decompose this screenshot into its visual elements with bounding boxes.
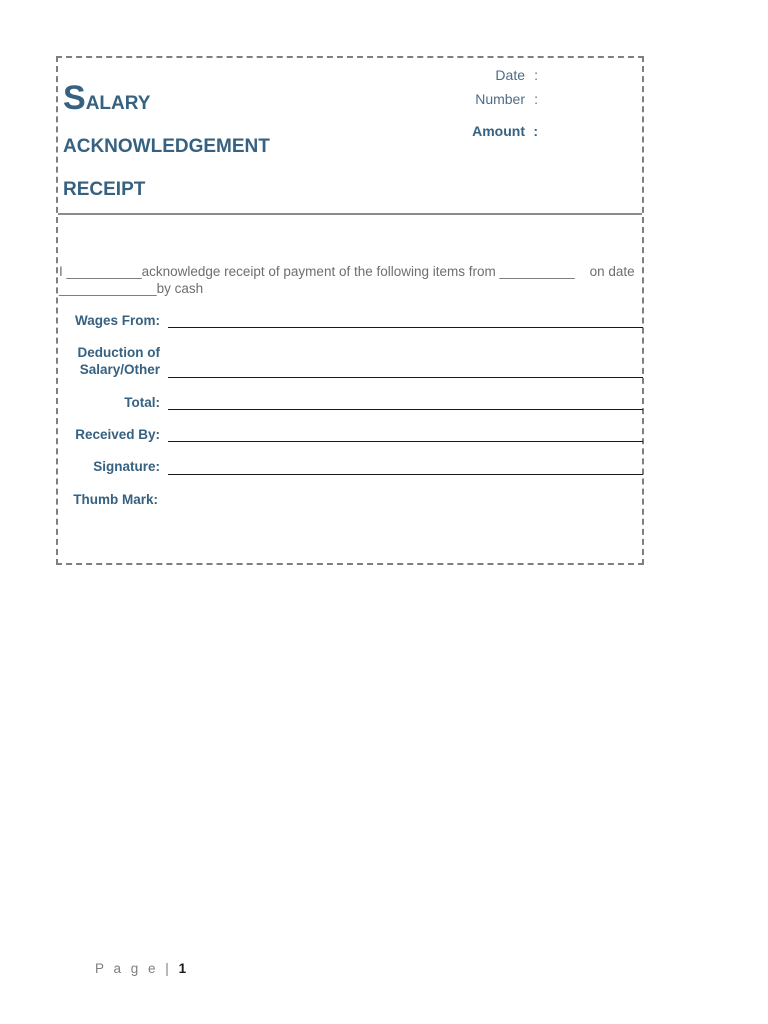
receipt-meta bbox=[472, 67, 538, 147]
page-label: P a g e | bbox=[95, 961, 172, 976]
date-label: Date bbox=[495, 67, 525, 83]
signature-label: Signature: bbox=[93, 459, 160, 474]
total-label: Total: bbox=[124, 395, 160, 410]
receipt-title bbox=[63, 77, 403, 208]
number-separator: : bbox=[534, 91, 538, 107]
title-line-2: acknowledgement bbox=[63, 128, 270, 158]
statement-line-2: _____________by cash bbox=[59, 281, 204, 296]
header-divider bbox=[58, 213, 642, 215]
deduction-line[interactable] bbox=[168, 377, 643, 378]
deduction-label bbox=[78, 344, 161, 378]
number-row bbox=[472, 91, 538, 115]
received-by-line[interactable] bbox=[168, 441, 643, 442]
title-line-1 bbox=[63, 77, 403, 122]
page-footer bbox=[95, 961, 186, 976]
date-row bbox=[472, 67, 538, 91]
page-number: 1 bbox=[178, 961, 187, 976]
wages-from-label: Wages From: bbox=[74, 313, 160, 328]
date-separator: : bbox=[534, 67, 538, 83]
wages-from-line[interactable] bbox=[168, 327, 643, 328]
acknowledgement-statement bbox=[59, 263, 659, 297]
title-initial: S bbox=[63, 79, 86, 117]
deduction-label-line-2: Salary/Other bbox=[79, 362, 160, 377]
amount-row bbox=[472, 123, 538, 147]
signature-line[interactable] bbox=[168, 474, 643, 475]
thumb-mark-label: Thumb Mark: bbox=[73, 492, 158, 507]
number-label: Number bbox=[475, 91, 525, 107]
title-line-3: receipt bbox=[63, 171, 146, 201]
title-line-1-rest: alary bbox=[85, 85, 151, 115]
amount-separator: : bbox=[533, 123, 538, 139]
statement-line-1: I __________acknowledge receipt of payment of the following items from __________ on date bbox=[59, 264, 635, 279]
total-line[interactable] bbox=[168, 409, 643, 410]
received-by-label: Received By: bbox=[75, 427, 160, 442]
deduction-label-line-1: Deduction of bbox=[77, 345, 160, 360]
salary-receipt-form bbox=[56, 56, 644, 565]
amount-label: Amount bbox=[472, 123, 525, 139]
